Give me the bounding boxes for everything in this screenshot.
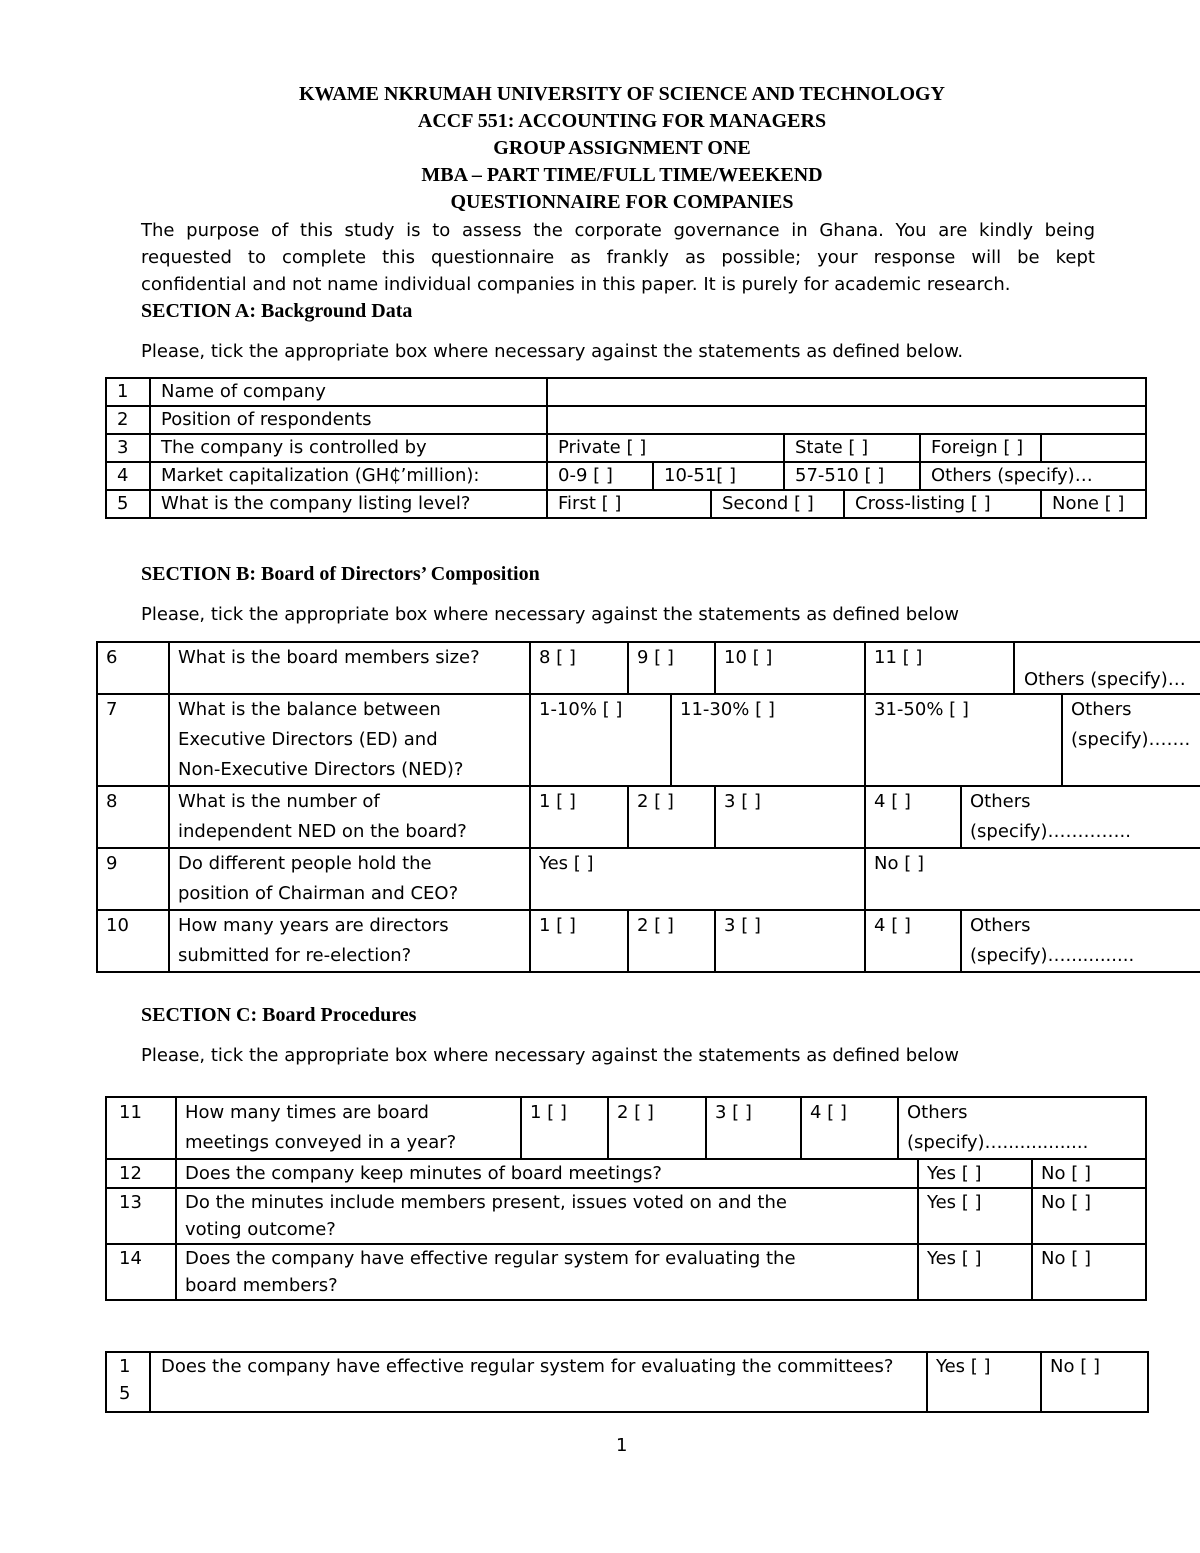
section-c-title: SECTION C: Board Procedures bbox=[141, 1004, 417, 1026]
option-9[interactable]: 9 [ ] bbox=[628, 642, 715, 694]
option-foreign[interactable]: Foreign [ ] bbox=[920, 434, 1041, 462]
question: What is the number of independent NED on the board? bbox=[169, 786, 530, 848]
intro-line-1: The purpose of this study is to assess the corporate governance in Ghana. You are kindly being bbox=[141, 220, 1095, 241]
option-10-51[interactable]: 10-51[ ] bbox=[653, 462, 784, 490]
row-number: 3 bbox=[106, 434, 150, 462]
option-4[interactable]: 4 [ ] bbox=[865, 786, 961, 848]
table-row bbox=[97, 786, 1200, 848]
option-31-50[interactable]: 31-50% [ ] bbox=[865, 694, 1062, 786]
question: Market capitalization (GH₵’million): bbox=[150, 462, 547, 490]
row-number: 7 bbox=[97, 694, 169, 786]
option-yes[interactable]: Yes [ ] bbox=[927, 1352, 1041, 1412]
option-cross-listing[interactable]: Cross-listing [ ] bbox=[844, 490, 1041, 518]
questionnaire-title: QUESTIONNAIRE FOR COMPANIES bbox=[450, 191, 794, 213]
option-yes[interactable]: Yes [ ] bbox=[530, 848, 865, 910]
row-number: 14 bbox=[106, 1244, 176, 1300]
table-row bbox=[106, 1097, 1146, 1159]
row-number: 5 bbox=[106, 490, 150, 518]
table-row bbox=[97, 642, 1200, 694]
question: Do different people hold the position of Chairman and CEO? bbox=[169, 848, 530, 910]
answer-field[interactable] bbox=[547, 378, 1146, 406]
option-3[interactable]: 3 [ ] bbox=[706, 1097, 801, 1159]
option-yes[interactable]: Yes [ ] bbox=[918, 1188, 1032, 1244]
option-first[interactable]: First [ ] bbox=[547, 490, 711, 518]
option-no[interactable]: No [ ] bbox=[1032, 1159, 1146, 1188]
question: Name of company bbox=[150, 378, 547, 406]
intro-line-2: requested to complete this questionnaire as frankly as possible; your response will be kept bbox=[141, 247, 1095, 268]
section-a-title: SECTION A: Background Data bbox=[141, 300, 413, 322]
question-15-table bbox=[105, 1351, 1149, 1413]
option-11[interactable]: 11 [ ] bbox=[865, 642, 1014, 694]
table-row bbox=[106, 378, 1146, 406]
option-11-30[interactable]: 11-30% [ ] bbox=[671, 694, 865, 786]
row-number: 6 bbox=[97, 642, 169, 694]
assignment-title: GROUP ASSIGNMENT ONE bbox=[493, 137, 751, 159]
course-title: ACCF 551: ACCOUNTING FOR MANAGERS bbox=[417, 110, 827, 132]
option-others[interactable]: Others (specify)…............... bbox=[898, 1097, 1146, 1159]
page-number: 1 bbox=[616, 1435, 628, 1456]
section-b-table bbox=[96, 641, 1200, 973]
table-row bbox=[97, 694, 1200, 786]
row-number: 2 bbox=[106, 406, 150, 434]
answer-field[interactable] bbox=[547, 406, 1146, 434]
section-c-instruction: Please, tick the appropriate box where necessary against the statements as defined below bbox=[141, 1045, 960, 1066]
row-number: 12 bbox=[106, 1159, 176, 1188]
option-57-510[interactable]: 57-510 [ ] bbox=[784, 462, 920, 490]
option-others[interactable]: Others (specify)……. bbox=[1062, 694, 1200, 786]
section-a-table bbox=[105, 377, 1147, 519]
option-4[interactable]: 4 [ ] bbox=[801, 1097, 898, 1159]
option-no[interactable]: No [ ] bbox=[1032, 1188, 1146, 1244]
question: Do the minutes include members present, issues voted on and the voting outcome? bbox=[176, 1188, 918, 1244]
program-title: MBA – PART TIME/FULL TIME/WEEKEND bbox=[421, 164, 823, 186]
option-2[interactable]: 2 [ ] bbox=[628, 786, 715, 848]
intro-line-3: confidential and not name individual companies in this paper. It is purely for academic research. bbox=[141, 274, 1011, 295]
option-0-9[interactable]: 0-9 [ ] bbox=[547, 462, 653, 490]
option-3[interactable]: 3 [ ] bbox=[715, 786, 865, 848]
question: Position of respondents bbox=[150, 406, 547, 434]
question: How many times are board meetings conveyed in a year? bbox=[176, 1097, 521, 1159]
option-2[interactable]: 2 [ ] bbox=[628, 910, 715, 972]
option-state[interactable]: State [ ] bbox=[784, 434, 920, 462]
option-1-10[interactable]: 1-10% [ ] bbox=[530, 694, 671, 786]
question: How many years are directors submitted for re-election? bbox=[169, 910, 530, 972]
row-number: 4 bbox=[106, 462, 150, 490]
question: What is the balance between Executive Directors (ED) and Non-Executive Directors (NED)? bbox=[169, 694, 530, 786]
option-3[interactable]: 3 [ ] bbox=[715, 910, 865, 972]
table-row bbox=[106, 1244, 1146, 1300]
question: Does the company have effective regular system for evaluating the board members? bbox=[176, 1244, 918, 1300]
option-no[interactable]: No [ ] bbox=[1032, 1244, 1146, 1300]
table-row bbox=[106, 434, 1146, 462]
option-1[interactable]: 1 [ ] bbox=[521, 1097, 608, 1159]
table-row bbox=[106, 1159, 1146, 1188]
option-2[interactable]: 2 [ ] bbox=[608, 1097, 706, 1159]
table-row bbox=[106, 462, 1146, 490]
row-number: 13 bbox=[106, 1188, 176, 1244]
row-number: 1 bbox=[106, 378, 150, 406]
question: Does the company keep minutes of board meetings? bbox=[176, 1159, 918, 1188]
question: What is the company listing level? bbox=[150, 490, 547, 518]
option-none[interactable]: None [ ] bbox=[1041, 490, 1146, 518]
option-1[interactable]: 1 [ ] bbox=[530, 910, 628, 972]
option-8[interactable]: 8 [ ] bbox=[530, 642, 628, 694]
section-b-instruction: Please, tick the appropriate box where necessary against the statements as defined below bbox=[141, 604, 960, 625]
university-title: KWAME NKRUMAH UNIVERSITY OF SCIENCE AND TECHNOLOGY bbox=[299, 83, 945, 105]
option-others[interactable]: Others (specify)… bbox=[1014, 642, 1200, 694]
row-number: 9 bbox=[97, 848, 169, 910]
option-10[interactable]: 10 [ ] bbox=[715, 642, 865, 694]
option-private[interactable]: Private [ ] bbox=[547, 434, 784, 462]
option-1[interactable]: 1 [ ] bbox=[530, 786, 628, 848]
option-yes[interactable]: Yes [ ] bbox=[918, 1244, 1032, 1300]
option-yes[interactable]: Yes [ ] bbox=[918, 1159, 1032, 1188]
question: What is the board members size? bbox=[169, 642, 530, 694]
table-row bbox=[106, 1352, 1148, 1412]
question: Does the company have effective regular system for evaluating the committees? bbox=[150, 1352, 927, 1412]
table-row bbox=[97, 848, 1200, 910]
row-number: 8 bbox=[97, 786, 169, 848]
option-others[interactable]: Others (specify)………….. bbox=[961, 786, 1200, 848]
option-no[interactable]: No [ ] bbox=[1041, 1352, 1148, 1412]
option-blank[interactable] bbox=[1041, 434, 1146, 462]
option-others[interactable]: Others (specify)…............ bbox=[961, 910, 1200, 972]
table-row bbox=[106, 1188, 1146, 1244]
table-row bbox=[97, 910, 1200, 972]
option-others[interactable]: Others (specify)… bbox=[920, 462, 1146, 490]
section-a-instruction: Please, tick the appropriate box where necessary against the statements as defined below. bbox=[141, 341, 964, 362]
row-number: 1 5 bbox=[106, 1352, 150, 1412]
section-c-table bbox=[105, 1096, 1147, 1301]
table-row bbox=[106, 406, 1146, 434]
row-number: 11 bbox=[106, 1097, 176, 1159]
section-b-title: SECTION B: Board of Directors’ Composition bbox=[141, 563, 540, 585]
option-4[interactable]: 4 [ ] bbox=[865, 910, 961, 972]
row-number: 10 bbox=[97, 910, 169, 972]
question: The company is controlled by bbox=[150, 434, 547, 462]
table-row bbox=[106, 490, 1146, 518]
option-no[interactable]: No [ ] bbox=[865, 848, 1200, 910]
option-second[interactable]: Second [ ] bbox=[711, 490, 844, 518]
